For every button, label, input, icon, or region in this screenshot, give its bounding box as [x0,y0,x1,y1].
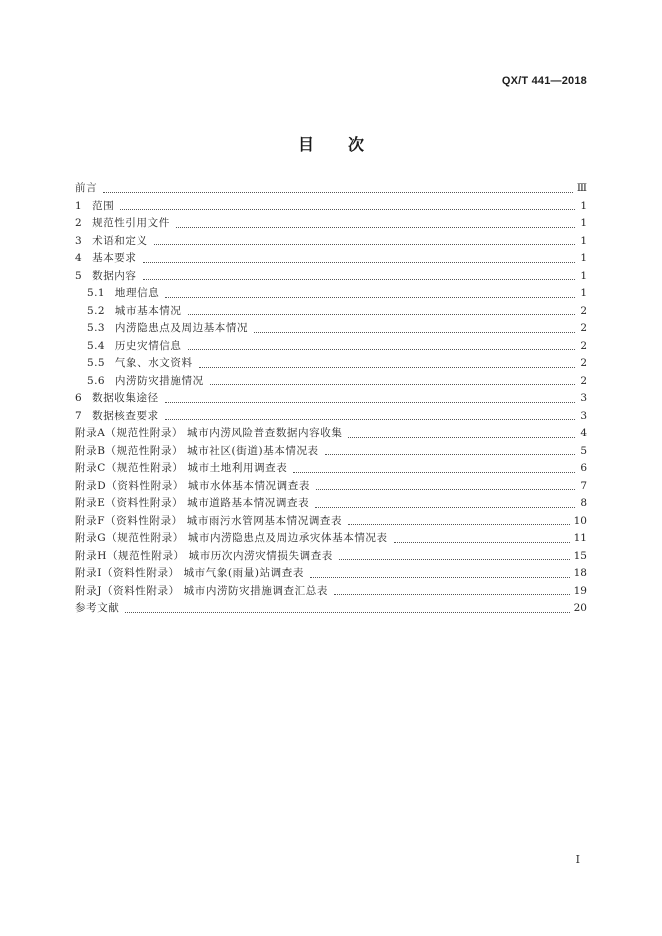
toc-entry-page: 2 [580,339,587,352]
toc-entry-number: 6 [75,392,83,404]
toc-entry[interactable] [75,425,587,443]
toc-entry-page: 8 [580,497,587,509]
toc-dot-leader [293,472,575,473]
toc-dot-leader [165,297,575,298]
toc-entry[interactable] [75,233,587,251]
toc-dot-leader [334,594,570,595]
toc-entry-number: 5.5 [87,357,105,369]
toc-entry-page: 1 [580,269,587,282]
toc-entry[interactable] [75,390,587,408]
toc-dot-leader [120,209,575,210]
toc-entry-label: 附录B（规范性附录） 城市社区(街道)基本情况表 [75,444,319,457]
toc-dot-leader [316,489,575,490]
toc-entry-text [75,250,137,268]
toc-entry-label: 附录H（规范性附录） 城市历次内涝灾情损失调查表 [75,549,333,562]
toc-entry[interactable] [75,303,587,321]
toc-dot-leader [103,192,573,193]
toc-entry-text [75,268,137,286]
toc-entry-text [75,513,342,531]
toc-entry-label: 附录A（规范性附录） 城市内涝风险普查数据内容收集 [75,427,343,439]
toc-entry[interactable] [75,373,587,391]
toc-dot-leader [315,507,575,508]
toc-entry-page: 10 [573,514,587,527]
toc-entry[interactable] [75,180,587,198]
toc-entry[interactable] [75,355,587,373]
toc-dot-leader [254,332,575,333]
toc-entry-number: 5.3 [87,322,105,334]
toc-entry-label: 附录C（规范性附录） 城市土地利用调查表 [75,462,288,474]
toc-entry-page: 1 [580,287,587,299]
toc-entry-label: 前言 [75,182,98,194]
toc-entry-text [75,198,114,216]
toc-entry-label: 范围 [92,199,115,212]
toc-entry[interactable] [75,198,587,216]
toc-entry[interactable] [75,565,587,583]
toc-dot-leader [165,419,575,420]
toc-entry-page: 6 [580,462,587,474]
toc-entry-text [87,285,159,303]
toc-entry-page: 1 [580,252,587,264]
standard-code: QX/T 441—2018 [501,75,587,87]
toc-entry-text [87,320,248,338]
toc-entry-text [75,425,342,443]
toc-entry-text [75,390,159,408]
toc-entry-label: 参考文献 [75,602,120,614]
toc-entry-text [75,408,159,426]
toc-entry-label: 内涝防灾措施情况 [114,374,204,387]
toc-entry[interactable] [75,268,587,286]
toc-entry-label: 附录D（资料性附录） 城市水体基本情况调查表 [75,479,310,492]
toc-entry-label: 术语和定义 [92,234,148,247]
toc-entry-page: 11 [573,532,587,544]
toc-dot-leader [339,559,570,560]
toc-entry-label: 附录G（规范性附录） 城市内涝隐患点及周边承灾体基本情况表 [75,532,388,544]
toc-entry[interactable] [75,478,587,496]
toc-entry-label: 气象、水文资料 [114,357,193,369]
toc-entry-number: 5.2 [87,304,105,317]
toc-entry-label: 附录E（资料性附录） 城市道路基本情况调查表 [75,497,310,509]
toc-entry-label: 数据内容 [92,269,137,282]
toc-entry-text [75,530,388,548]
toc-entry[interactable] [75,338,587,356]
toc-entry-number: 5.6 [87,374,105,387]
toc-dot-leader [199,367,575,368]
toc-entry-label: 规范性引用文件 [92,217,170,229]
toc-dot-leader [165,402,575,403]
toc-entry-page: 18 [573,567,587,579]
toc-entry[interactable] [75,443,587,461]
toc-entry[interactable] [75,250,587,268]
toc-entry[interactable] [75,215,587,233]
toc-entry-text [75,565,304,583]
toc-entry-label: 地理信息 [114,287,160,299]
toc-entry-page: 5 [580,444,587,457]
table-of-contents [75,180,587,618]
toc-entry-page: 4 [580,427,587,439]
toc-entry-text [87,355,193,373]
toc-entry[interactable] [75,583,587,601]
toc-entry-page: 2 [580,357,587,369]
toc-dot-leader [348,524,570,525]
toc-entry-number: 3 [75,234,83,247]
toc-entry-label: 内涝隐患点及周边基本情况 [114,322,249,334]
toc-entry-text [87,338,182,356]
toc-entry-number: 5.4 [87,339,105,352]
toc-dot-leader [310,577,570,578]
toc-dot-leader [394,542,570,543]
toc-entry-text [75,600,119,618]
toc-entry-page: 2 [580,304,587,317]
toc-entry-page: 1 [580,199,587,212]
toc-entry-text [75,478,310,496]
toc-dot-leader [143,262,576,263]
toc-entry-text [75,583,328,601]
toc-entry-number: 4 [75,252,83,264]
toc-entry-text [75,443,319,461]
toc-entry-label: 数据核查要求 [92,409,159,422]
toc-entry-page: Ⅲ [576,182,587,194]
toc-dot-leader [143,279,576,280]
toc-entry-text [87,373,204,391]
toc-entry[interactable] [75,548,587,566]
toc-entry-page: 7 [580,479,587,492]
toc-entry-label: 城市基本情况 [114,304,182,317]
toc-entry-page: 2 [580,374,587,387]
toc-entry-label: 附录F（资料性附录） 城市雨污水管网基本情况调查表 [75,514,343,527]
toc-dot-leader [348,437,575,438]
toc-entry-text [75,233,148,251]
toc-entry[interactable] [75,460,587,478]
toc-dot-leader [176,227,575,228]
toc-entry-label: 基本要求 [92,252,137,264]
toc-dot-leader [125,612,569,613]
toc-entry-text [87,303,182,321]
toc-entry[interactable] [75,530,587,548]
toc-entry-number: 5 [75,269,83,282]
toc-entry-number: 5.1 [87,287,105,299]
toc-entry-label: 附录J（资料性附录） 城市内涝防灾措施调查汇总表 [75,584,328,597]
toc-entry-label: 附录I（资料性附录） 城市气象(雨量)站调查表 [75,567,304,579]
toc-entry[interactable] [75,600,587,618]
toc-entry[interactable] [75,408,587,426]
toc-dot-leader [325,454,575,455]
toc-entry-label: 历史灾情信息 [114,339,182,352]
toc-entry-page: 20 [573,602,587,614]
toc-entry-number: 7 [75,409,83,422]
toc-entry[interactable] [75,285,587,303]
toc-dot-leader [154,244,575,245]
toc-dot-leader [188,349,575,350]
toc-entry[interactable] [75,320,587,338]
toc-entry-page: 19 [573,584,587,597]
toc-entry-text [75,548,333,566]
toc-entry-text [75,495,309,513]
toc-entry-text [75,460,287,478]
toc-entry-page: 2 [580,322,587,334]
page-title: 目次 [297,135,398,154]
toc-entry[interactable] [75,513,587,531]
toc-entry-text [75,180,97,198]
toc-entry-page: 3 [580,409,587,422]
toc-entry[interactable] [75,495,587,513]
toc-dot-leader [188,314,575,315]
toc-entry-page: 1 [580,234,587,247]
toc-dot-leader [210,384,575,385]
toc-entry-text [75,215,170,233]
page-number: Ⅰ [575,853,580,866]
toc-entry-number: 1 [75,199,83,212]
toc-entry-label: 数据收集途径 [92,392,159,404]
toc-entry-page: 15 [573,549,587,562]
toc-entry-page: 1 [580,217,587,229]
toc-entry-page: 3 [580,392,587,404]
toc-entry-number: 2 [75,217,83,229]
